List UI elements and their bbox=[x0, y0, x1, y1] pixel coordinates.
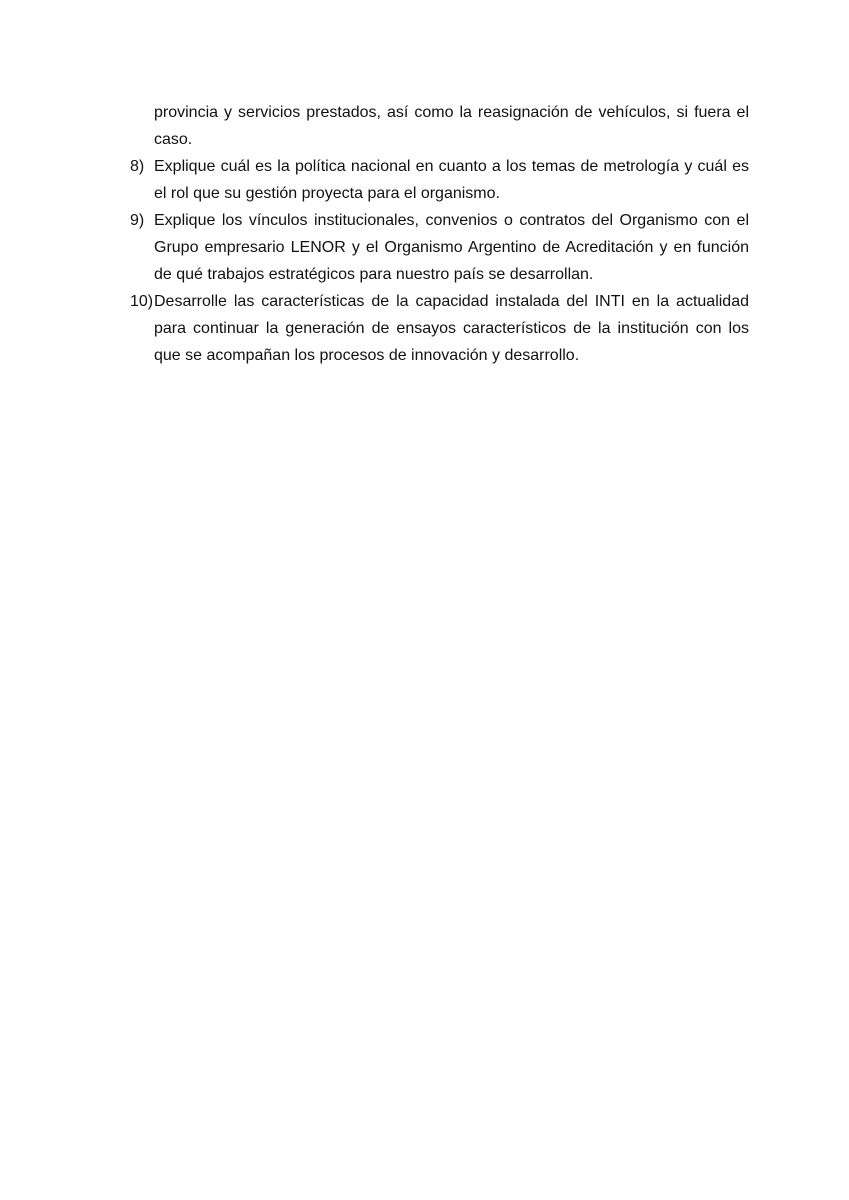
list-item-10 bbox=[130, 288, 749, 369]
list-item-number: 8) bbox=[130, 158, 145, 175]
list-item-text: Desarrolle las características de la capacidad instalada del INTI en la actualidad para continuar la generación de ensayos característicos de la institución con los que se acompañan los procesos de innovación y desarrollo. bbox=[154, 293, 749, 364]
list-item-text: provincia y servicios prestados, así como la reasignación de vehículos, si fuera el caso. bbox=[154, 104, 749, 148]
list-item-9 bbox=[130, 207, 749, 288]
list-item-number: 10) bbox=[130, 293, 154, 310]
list-item-number: 9) bbox=[130, 212, 145, 229]
list-item-text: Explique los vínculos institucionales, convenios o contratos del Organismo con el Grupo empresario LENOR y el Organismo Argentino de Acreditación y en función de qué trabajos estratégicos para nuestro país se desarrollan. bbox=[154, 212, 749, 283]
list-item-8 bbox=[130, 153, 749, 207]
list-item-continuation bbox=[130, 99, 749, 153]
document-body bbox=[130, 99, 749, 369]
list-item-text: Explique cuál es la política nacional en cuanto a los temas de metrología y cuál es el rol que su gestión proyecta para el organismo. bbox=[154, 158, 749, 202]
